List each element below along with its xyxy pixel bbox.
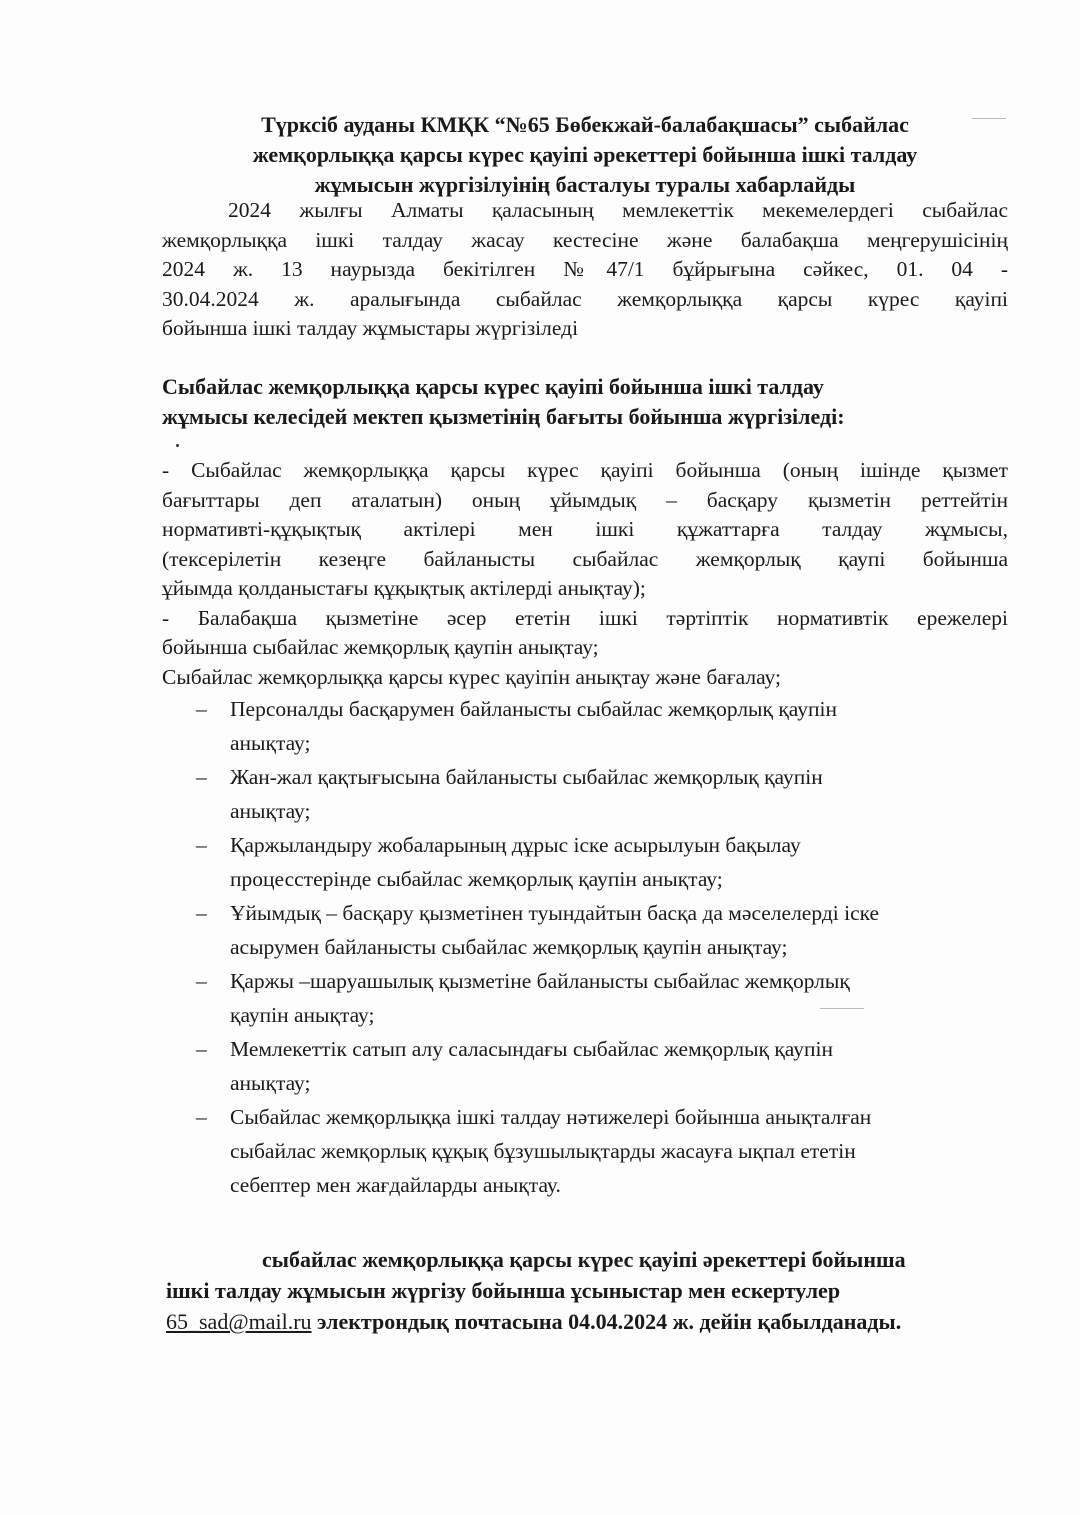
list-item — [196, 828, 996, 896]
dash-bullet: – — [196, 765, 207, 789]
list-item-line: Персоналды басқарумен байланысты сыбайлас жемқорлық қаупін — [230, 697, 837, 721]
intro-line: жемқорлыққа ішкі талдау жасау кестесіне және балабақша меңгерушісінің — [162, 227, 1008, 252]
intro-line: 2024 ж. 13 наурызда бекітілген №47/1 бұйрығына сәйкес, 01. 04 - — [162, 257, 1008, 281]
section-heading-line-2: жұмысы келесідей мектеп қызметінің бағыты бойынша жүргізіледі: — [162, 404, 845, 429]
footer-notice — [166, 1244, 1012, 1337]
section-heading — [162, 372, 1008, 432]
list-item-line: анықтау; — [230, 1071, 311, 1095]
dash-bullet: – — [196, 1105, 207, 1129]
dash-bullet: – — [196, 1037, 207, 1061]
dash-bullet: – — [196, 833, 207, 857]
body-line: бойынша сыбайлас жемқорлық қаупін анықтау; — [162, 635, 599, 659]
footer-line-2: ішкі талдау жұмысын жүргізу бойынша ұсыныстар мен ескертулер — [166, 1278, 841, 1303]
list-item-line: Қаржыландыру жобаларының дұрыс іске асырылуын бақылау — [230, 833, 801, 857]
scan-speck — [820, 1008, 864, 1009]
dash-bullet: – — [196, 697, 207, 721]
list-item-line: себептер мен жағдайларды анықтау. — [230, 1173, 561, 1197]
list-item — [196, 896, 996, 964]
scan-speck — [972, 118, 1006, 119]
list-item-line: процесстерінде сыбайлас жемқорлық қаупін анықтау; — [230, 867, 723, 891]
section-heading-line-1: Сыбайлас жемқорлыққа қарсы күрес қауіпі бойынша ішкі талдау — [162, 374, 824, 399]
list-item-line: анықтау; — [230, 731, 311, 755]
body-paragraph — [162, 456, 1008, 692]
intro-paragraph — [162, 196, 1008, 344]
list-item-line: Жан-жал қақтығысына байланысты сыбайлас жемқорлық қаупін — [230, 765, 823, 789]
footer-line-1: сыбайлас жемқорлыққа қарсы күрес қауіпі әрекеттері бойынша — [262, 1247, 906, 1272]
body-line: - Балабақша қызметіне әсер ететін ішкі тәртіптік нормативтік ережелері — [162, 605, 1008, 630]
list-item — [196, 760, 996, 828]
list-item-line: Ұйымдық – басқару қызметінен туындайтын басқа да мәселелерді іске — [230, 901, 880, 925]
list-item-line: анықтау; — [230, 799, 311, 823]
intro-line: бойынша ішкі талдау жұмыстары жүргізіледі — [162, 316, 579, 340]
email-link[interactable]: 65_sad@mail.ru — [166, 1309, 312, 1334]
dash-bullet: – — [196, 969, 207, 993]
document-title — [160, 110, 1010, 200]
body-line: бағыттары деп аталатын) оның ұйымдық – басқару қызметін реттейтін — [162, 487, 1008, 512]
scan-speck — [176, 444, 179, 447]
dash-bullet: – — [196, 901, 207, 925]
body-line: (тексерілетін кезеңге байланысты сыбайлас жемқорлық қаупі бойынша — [162, 546, 1008, 571]
intro-line: 2024 жылғы Алматы қаласының мемлекеттік мекемелердегі сыбайлас — [228, 198, 1008, 222]
title-line-3: жұмысын жүргізілуінің басталуы туралы хабарлайды — [314, 172, 856, 197]
list-item-line: қаупін анықтау; — [230, 1003, 375, 1027]
list-item-line: Қаржы –шаруашылық қызметіне байланысты сыбайлас жемқорлық — [230, 969, 850, 993]
body-line: - Сыбайлас жемқорлыққа қарсы күрес қауіпі бойынша (оның ішінде қызмет — [162, 458, 1008, 482]
intro-line: 30.04.2024 ж. аралығында сыбайлас жемқорлыққа қарсы күрес қауіпі — [162, 286, 1008, 311]
list-item — [196, 692, 996, 760]
footer-line-3-text: электрондық почтасына 04.04.2024 ж. дейін қабылданады. — [311, 1309, 902, 1334]
title-line-1: Түрксіб ауданы КМҚК “№65 Бөбекжай-балабақшасы” сыбайлас — [261, 112, 909, 137]
list-item — [196, 964, 996, 1032]
risk-list — [196, 692, 996, 1202]
footer-line-3 — [166, 1306, 1012, 1337]
list-item-line: сыбайлас жемқорлық құқық бұзушылықтарды жасауға ықпал ететін — [230, 1139, 856, 1163]
body-line: Сыбайлас жемқорлыққа қарсы күрес қауіпін анықтау және бағалау; — [162, 664, 781, 689]
list-item-line: асырумен байланысты сыбайлас жемқорлық қаупін анықтау; — [230, 935, 788, 959]
list-item — [196, 1100, 996, 1202]
body-line: нормативті-құқықтық актілері мен ішкі құжаттарға талдау жұмысы, — [162, 517, 1008, 541]
list-item — [196, 1032, 996, 1100]
title-line-2: жемқорлыққа қарсы күрес қауіпі әрекеттері бойынша ішкі талдау — [252, 142, 918, 167]
body-line: ұйымда қолданыстағы құқықтық актілерді анықтау); — [162, 576, 646, 600]
list-item-line: Мемлекеттік сатып алу саласындағы сыбайлас жемқорлық қаупін — [230, 1037, 833, 1061]
list-item-line: Сыбайлас жемқорлыққа ішкі талдау нәтижелері бойынша анықталған — [230, 1105, 872, 1129]
